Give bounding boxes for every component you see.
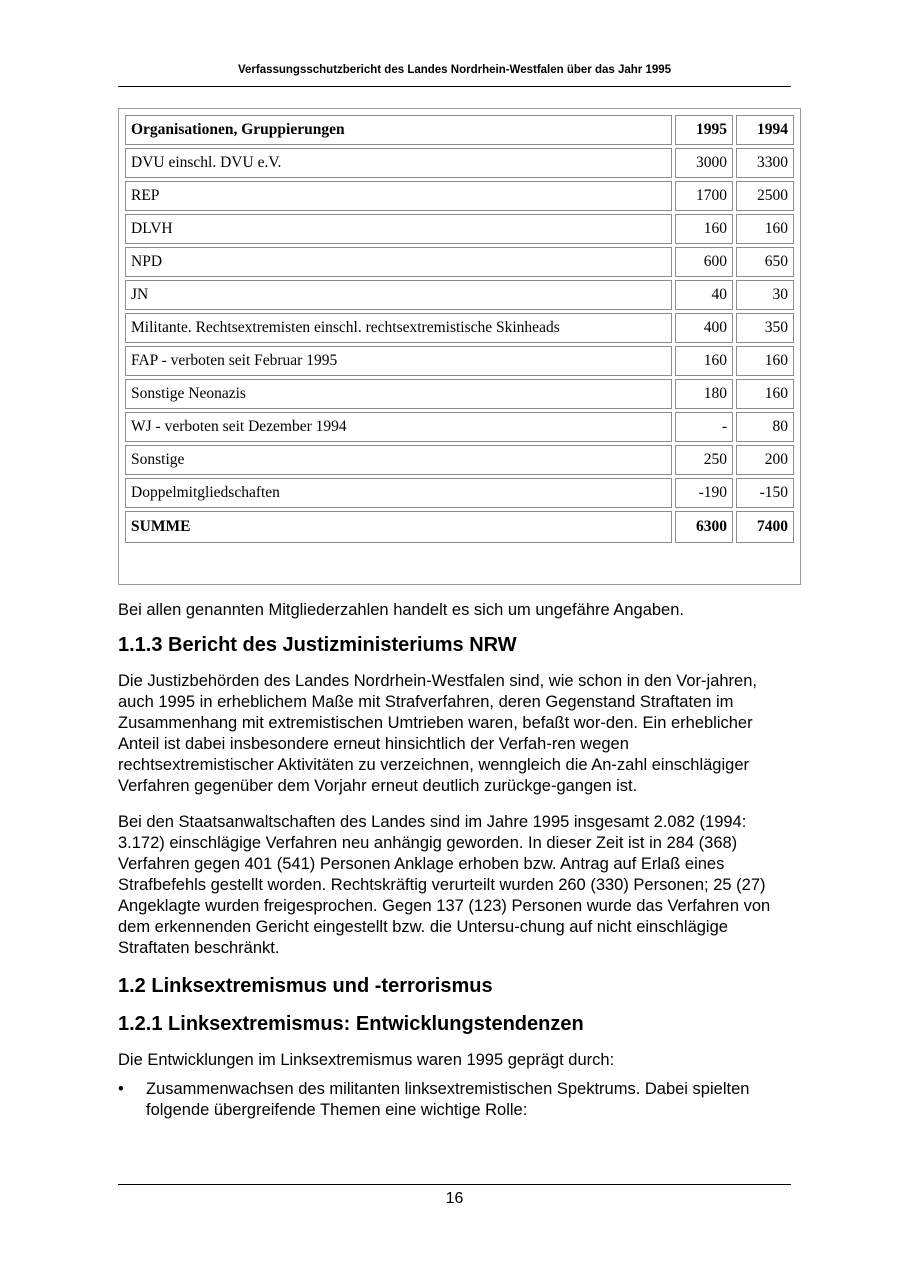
- footer-rule: [118, 1184, 791, 1185]
- value-1994-cell: 160: [736, 214, 794, 244]
- list-item-text: Zusammenwachsen des militanten linksextremistischen Spektrums. Dabei spielten folgende übergreifende Themen eine wichtige Rolle:: [146, 1080, 750, 1119]
- value-1995-cell: 180: [675, 379, 733, 409]
- organisation-cell: DVU einschl. DVU e.V.: [125, 148, 672, 178]
- running-header: Verfassungsschutzbericht des Landes Nordrhein-Westfalen über das Jahr 1995: [237, 64, 672, 76]
- table-total-row: [125, 511, 794, 543]
- table-row: [125, 412, 794, 442]
- value-1995-cell: -190: [675, 478, 733, 508]
- table-row: [125, 181, 794, 211]
- column-header-organisation: Organisationen, Gruppierungen: [125, 115, 672, 145]
- organisation-cell: WJ - verboten seit Dezember 1994: [125, 412, 672, 442]
- value-1995-cell: 160: [675, 214, 733, 244]
- table-row: [125, 280, 794, 310]
- bullet-list: [118, 1079, 788, 1121]
- value-1995-cell: 3000: [675, 148, 733, 178]
- section-heading-1-2-1: 1.2.1 Linksextremismus: Entwicklungstendenzen: [118, 1013, 584, 1035]
- organisation-cell: NPD: [125, 247, 672, 277]
- value-1995-cell: 1700: [675, 181, 733, 211]
- value-1994-cell: -150: [736, 478, 794, 508]
- value-1995-cell: 250: [675, 445, 733, 475]
- value-1994-cell: 80: [736, 412, 794, 442]
- paragraph: Die Entwicklungen im Linksextremismus waren 1995 geprägt durch:: [118, 1051, 615, 1069]
- bullet-icon: •: [118, 1080, 124, 1098]
- value-1994-cell: 2500: [736, 181, 794, 211]
- organisation-cell: JN: [125, 280, 672, 310]
- organisation-cell: REP: [125, 181, 672, 211]
- membership-table-frame: [118, 108, 801, 585]
- total-label-cell: SUMME: [125, 511, 672, 543]
- value-1994-cell: 3300: [736, 148, 794, 178]
- table-row: [125, 313, 794, 343]
- value-1994-cell: 650: [736, 247, 794, 277]
- table-row: [125, 148, 794, 178]
- section-heading-1-1-3: 1.1.3 Bericht des Justizministeriums NRW: [118, 634, 517, 656]
- column-header-1994: 1994: [736, 115, 794, 145]
- paragraph: Die Justizbehörden des Landes Nordrhein-Westfalen sind, wie schon in den Vor-jahren, auch 1995 in erheblichem Maße mit Strafverfahren, deren Gegenstand Straftaten im Zusammenhang mit extremistischen Umtrieben waren, befaßt wor-den. Ein erheblicher Anteil ist dabei insbesondere erneut hinsichtlich der Verfah-ren wegen rechtsextremistischer Aktivitäten zu verzeichnen, wenngleich die An-zahl einschlägiger Verfahren gegenüber dem Vorjahr erneut deutlich zurückge-gangen ist.: [118, 672, 757, 795]
- total-1995-cell: 6300: [675, 511, 733, 543]
- header-rule: [118, 86, 791, 87]
- organisation-cell: Doppelmitgliedschaften: [125, 478, 672, 508]
- table-row: [125, 478, 794, 508]
- value-1995-cell: 40: [675, 280, 733, 310]
- value-1994-cell: 200: [736, 445, 794, 475]
- table-row: [125, 445, 794, 475]
- table-row: [125, 379, 794, 409]
- organisation-cell: DLVH: [125, 214, 672, 244]
- section-heading-1-2: 1.2 Linksextremismus und -terrorismus: [118, 975, 493, 997]
- value-1994-cell: 160: [736, 346, 794, 376]
- table-note: Bei allen genannten Mitgliederzahlen handelt es sich um ungefähre Angaben.: [118, 601, 684, 619]
- column-header-1995: 1995: [675, 115, 733, 145]
- table-header-row: [125, 115, 794, 145]
- table-row: [125, 346, 794, 376]
- paragraph: Bei den Staatsanwaltschaften des Landes sind im Jahre 1995 insgesamt 2.082 (1994: 3.172) einschlägige Verfahren neu anhängig geworden. In dieser Zeit ist in 284 (368) Verfahren gegen 401 (541) Personen Anklage erhoben bzw. Antrag auf Erlaß eines Strafbefehls gestellt worden. Rechtskräftig verurteilt wurden 260 (330) Personen; 25 (27) Angeklagte wurden freigesprochen. Gegen 137 (123) Personen wurde das Verfahren von dem erkennenden Gericht eingestellt bzw. die Untersu-chung auf nicht einschlägige Straftaten beschränkt.: [118, 813, 771, 957]
- value-1994-cell: 350: [736, 313, 794, 343]
- membership-table: [122, 112, 797, 546]
- total-1994-cell: 7400: [736, 511, 794, 543]
- organisation-cell: Sonstige: [125, 445, 672, 475]
- value-1995-cell: 160: [675, 346, 733, 376]
- value-1995-cell: 600: [675, 247, 733, 277]
- page-number: 16: [445, 1190, 464, 1207]
- table-row: [125, 247, 794, 277]
- value-1994-cell: 160: [736, 379, 794, 409]
- value-1994-cell: 30: [736, 280, 794, 310]
- value-1995-cell: 400: [675, 313, 733, 343]
- main-content: [118, 600, 788, 1121]
- value-1995-cell: -: [675, 412, 733, 442]
- table-row: [125, 214, 794, 244]
- organisation-cell: Sonstige Neonazis: [125, 379, 672, 409]
- list-item: [118, 1079, 788, 1121]
- organisation-cell: FAP - verboten seit Februar 1995: [125, 346, 672, 376]
- organisation-cell: Militante. Rechtsextremisten einschl. rechtsextremistische Skinheads: [125, 313, 672, 343]
